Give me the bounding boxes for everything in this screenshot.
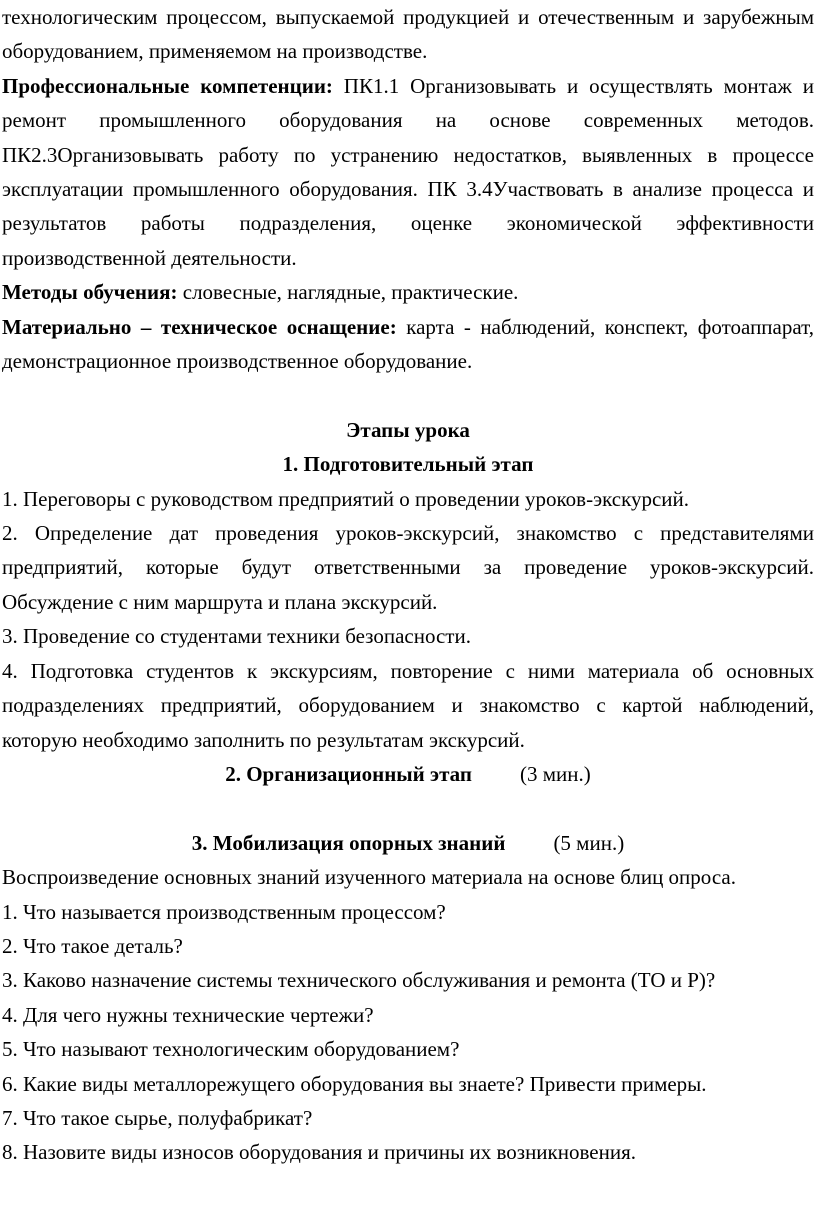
- equipment-paragraph: [2, 310, 814, 379]
- stages-title: Этапы урока: [346, 417, 470, 442]
- stage1-item: 1. Переговоры с руководством предприятий о проведении уроков-экскурсий.: [2, 486, 690, 511]
- equipment-label: Материально – техническое оснащение:: [2, 314, 397, 339]
- stage3-time: (5 мин.): [553, 830, 625, 855]
- question-item: 8. Назовите виды износов оборудования и причины их возникновения.: [2, 1140, 636, 1165]
- stage2-heading: [2, 757, 814, 791]
- stage3-intro: Воспроизведение основных знаний изученного материала на основе блиц опроса.: [2, 865, 736, 890]
- stage1-title: 1. Подготовительный этап: [282, 452, 534, 477]
- methods-paragraph: [2, 275, 814, 309]
- stage2-time: (3 мин.): [520, 761, 591, 786]
- stage1-item: 3. Проведение со студентами техники безопасности.: [2, 624, 471, 649]
- spacer: [2, 791, 814, 825]
- competencies-text: ПК1.1 Организовывать и осуществлять монтаж и ремонт промышленного оборудования на основе современных методов. ПК2.3Организовывать работу по устранению недостатков, выявленных в процессе эксплуатации промышленного оборудования. ПК 3.4Участвовать в анализе процесса и результатов работы подразделения, оценке экономической эффективности производственной деятельности.: [2, 73, 814, 270]
- intro-paragraph: технологическим процессом, выпускаемой продукцией и отечественным и зарубежным оборудованием, применяемом на производстве.: [2, 5, 814, 64]
- question-item: 5. Что называют технологическим оборудованием?: [2, 1037, 460, 1062]
- question-item: 1. Что называется производственным процессом?: [2, 899, 446, 924]
- stage1-item: 2. Определение дат проведения уроков-экскурсий, знакомство с представителями предприятий, которые будут ответственными за проведение уроков-экскурсий. Обсуждение с ним маршрута и плана экскурсий.: [2, 521, 814, 614]
- competencies-label: Профессиональные компетенции:: [2, 73, 333, 98]
- question-item: 7. Что такое сырье, полуфабрикат?: [2, 1105, 313, 1130]
- stage1-item: 4. Подготовка студентов к экскурсиям, повторение с ними материала об основных подразделениях предприятий, оборудованием и знакомство с картой наблюдений, которую необходимо заполнить по результатам экскурсий.: [2, 658, 814, 752]
- methods-text: словесные, наглядные, практические.: [177, 280, 519, 305]
- question-item: 3. Каково назначение системы технического обслуживания и ремонта (ТО и Р)?: [2, 968, 716, 993]
- equipment-text: карта - наблюдений, конспект, фотоаппарат, демонстрационное производственное оборудование.: [2, 314, 814, 374]
- question-item: 6. Какие виды металлорежущего оборудования вы знаете? Привести примеры.: [2, 1071, 707, 1096]
- question-item: 4. Для чего нужны технические чертежи?: [2, 1002, 374, 1027]
- spacer: [2, 378, 814, 412]
- competencies-paragraph: [2, 69, 814, 275]
- methods-label: Методы обучения:: [2, 280, 178, 305]
- stage3-heading: [2, 826, 814, 860]
- stage2-title: 2. Организационный этап: [225, 761, 473, 786]
- stage3-title: 3. Мобилизация опорных знаний: [191, 830, 506, 855]
- question-item: 2. Что такое деталь?: [2, 933, 183, 958]
